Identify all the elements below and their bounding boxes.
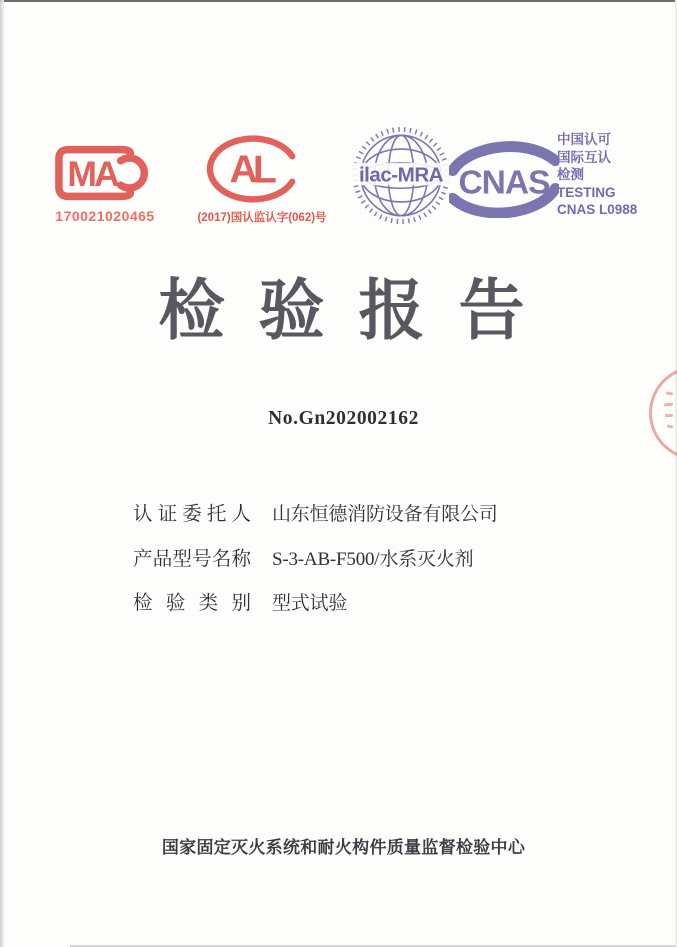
report-title: 检验报告 bbox=[158, 273, 559, 347]
cma-license-number: 170021020465 bbox=[55, 208, 155, 224]
field-value: 型式试验 bbox=[272, 593, 348, 614]
cnas-logo-icon bbox=[449, 141, 559, 218]
cnas-wordmark: CNAS bbox=[458, 164, 550, 202]
cnas-line: CNAS L0988 bbox=[557, 202, 638, 217]
field-value: S-3-AB-F500/水系灭火剂 bbox=[272, 549, 474, 570]
ilac-mra-wordmark: ilac-MRA bbox=[358, 163, 444, 187]
scan-edge-top bbox=[0, 0, 677, 2]
field-label: 认证委托人 bbox=[133, 504, 251, 525]
cal-mark-letters: AL bbox=[229, 148, 272, 192]
field-label: 检验类别 bbox=[133, 593, 251, 614]
cma-mark-letters: MA bbox=[67, 154, 117, 195]
cal-logo-icon bbox=[204, 131, 302, 207]
field-label: 产品型号名称 bbox=[133, 549, 251, 570]
field-row-test-category bbox=[133, 590, 347, 618]
field-row-product-model bbox=[133, 546, 473, 574]
scan-edge-left bbox=[0, 0, 4, 947]
cnas-line: 国际互认 bbox=[557, 149, 611, 165]
report-number: No.Gn202002162 bbox=[268, 408, 419, 429]
cnas-line: 检测 bbox=[557, 167, 584, 182]
cnas-line: 中国认可 bbox=[557, 132, 611, 147]
ilac-mra-globe-icon bbox=[352, 126, 450, 225]
field-value: 山东恒德消防设备有限公司 bbox=[272, 504, 498, 525]
cnas-line: TESTING bbox=[557, 184, 616, 200]
issuing-organization: 国家固定灭火系统和耐火构件质量监督检验中心 bbox=[161, 838, 526, 857]
red-seal-icon bbox=[649, 366, 677, 460]
cal-approval-number: (2017)国认监认字(062)号 bbox=[197, 212, 327, 224]
cma-logo-icon bbox=[54, 144, 148, 202]
cnas-accreditation-text bbox=[557, 131, 637, 219]
seal-mark bbox=[665, 414, 673, 417]
field-row-applicant bbox=[133, 501, 498, 529]
